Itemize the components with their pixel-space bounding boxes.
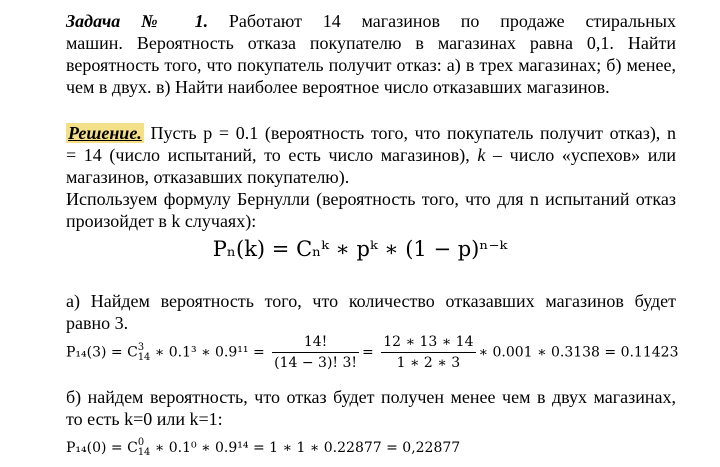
part-a-eq: = — [362, 344, 374, 361]
bernoulli-formula: Pₙ(k) = Cₙᵏ ∗ pᵏ ∗ (1 − p)ⁿ⁻ᵏ — [212, 237, 508, 261]
task-line-1 — [66, 10, 676, 32]
part-b-formula — [66, 438, 460, 458]
solution-label: Решение. — [68, 123, 142, 143]
solution-text-1: Пусть p = 0.1 (вероятность того, что покупатель получит отказ), n — [143, 123, 676, 143]
part-a-formula — [66, 334, 678, 371]
part-a-fraction-2 — [381, 334, 475, 371]
task-line-4: чем в двух. в) Найти наиболее вероятное число отказавших магазинов. — [66, 77, 610, 97]
part-b-lhs: P₁₄(0) = C — [66, 439, 138, 456]
part-b-c-sub: 14 — [137, 446, 151, 458]
part-b-line-2: то есть k=0 или k=1: — [66, 409, 223, 429]
part-a-rest: ∗ 0.001 ∗ 0.3138 = 0.11423 — [478, 344, 679, 361]
part-a-line-2: равно 3. — [66, 313, 129, 333]
part-a-c-sup: 3 — [137, 341, 145, 353]
part-a-fraction-1 — [272, 334, 359, 371]
task-line-2: машин. Вероятность отказа покупателю в магазинах равна 0,1. Найти — [66, 33, 676, 53]
task-text-1: Работают 14 магазинов по продаже стиральных — [228, 11, 676, 31]
part-a-c-sub: 14 — [137, 351, 151, 363]
solution-line-1 — [66, 122, 676, 144]
part-b-c-sup: 0 — [137, 437, 145, 448]
part-a-line-1: а) Найдем вероятность того, что количество отказавших магазинов будет — [66, 291, 676, 311]
part-a-lhs: P₁₄(3) = C — [66, 344, 138, 361]
part-a-frac1-num: 14! — [272, 334, 359, 353]
solution-text-2a: = 14 (число испытаний, то есть число магазинов), — [66, 145, 478, 165]
part-a-frac1-den: (14 − 3)! 3! — [274, 355, 358, 371]
part-b-rest: ∗ 0.1⁰ ∗ 0.9¹⁴ = 1 ∗ 1 ∗ 0.22877 = 0,22877 — [150, 439, 461, 456]
part-a-mid: ∗ 0.1³ ∗ 0.9¹¹ = — [150, 344, 265, 361]
part-a-frac2-num: 12 ∗ 13 ∗ 14 — [381, 334, 475, 353]
part-b-binom-indices — [138, 438, 150, 458]
solution-line-5: произойдет в k случаях): — [66, 211, 257, 231]
solution-var-k: k — [477, 145, 486, 165]
solution-line-3: магазинов, отказавших покупателю). — [66, 167, 350, 187]
part-b-line-1: б) найдем вероятность, что отказ будет получен менее чем в двух магазинах, — [66, 387, 676, 407]
solution-text-2b: – число «успехов» или — [485, 145, 676, 165]
solution-line-2 — [66, 144, 676, 166]
task-line-3: вероятность того, что покупатель получит отказ: а) в трех магазинах; б) менее, — [66, 55, 676, 75]
solution-line-4: Используем формулу Бернулли (вероятность того, что для n испытаний отказ — [66, 189, 676, 209]
part-a-binom-indices — [138, 343, 150, 363]
part-a-frac2-den: 1 ∗ 2 ∗ 3 — [396, 355, 461, 371]
task-label: Задача № 1. — [66, 11, 209, 31]
